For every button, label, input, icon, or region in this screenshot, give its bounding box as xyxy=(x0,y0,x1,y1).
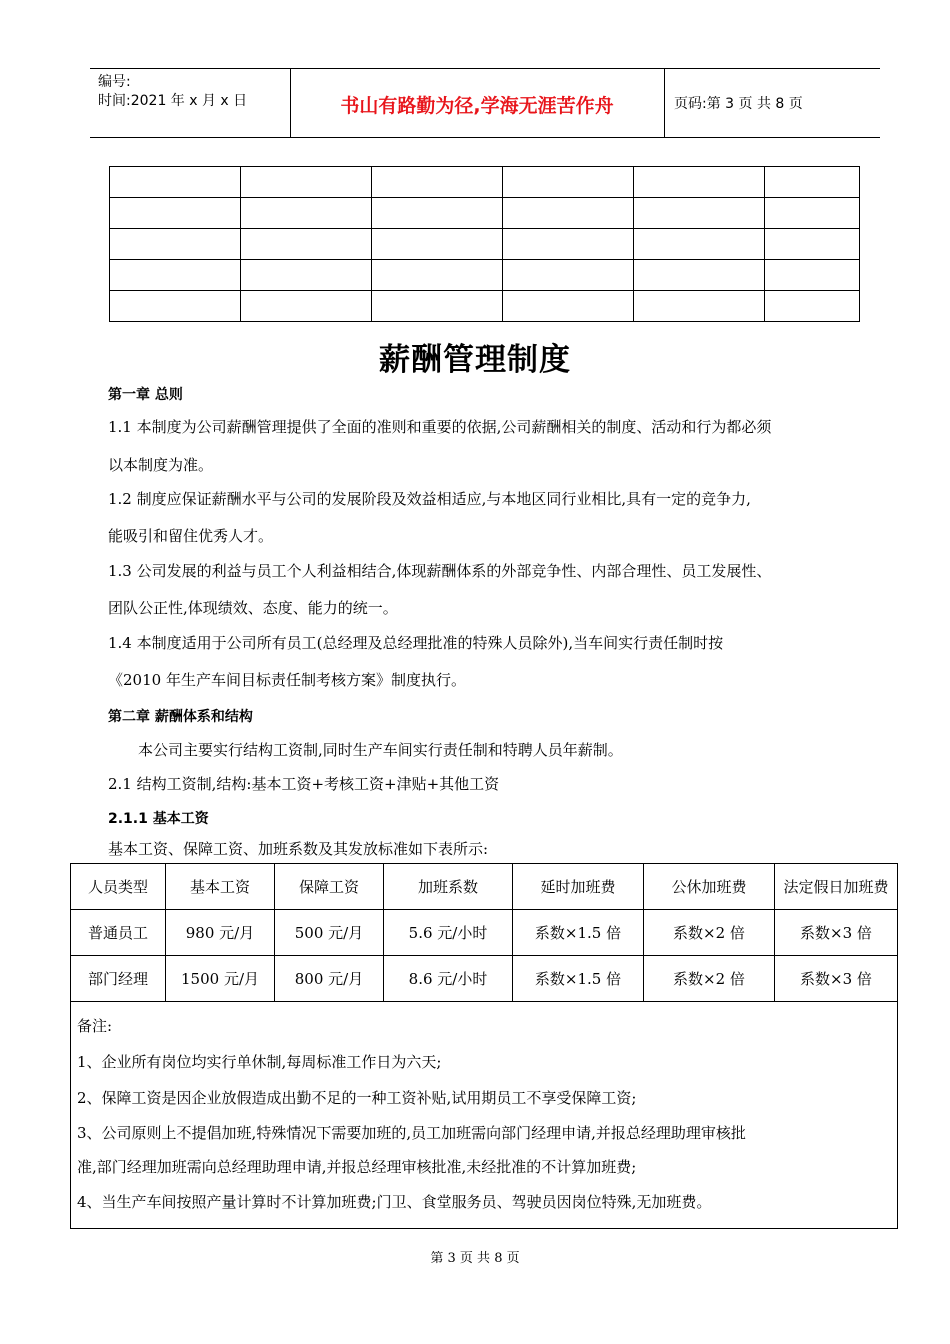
header-motto: 书山有路勤为径,学海无涯苦作舟 xyxy=(340,95,614,117)
table-row xyxy=(110,167,860,198)
paragraph-1-3-line-2: 团队公正性,体现绩效、态度、能力的统一。 xyxy=(108,599,398,617)
table-cell: 部门经理 xyxy=(71,956,166,1002)
table-row xyxy=(110,291,860,322)
column-header: 延时加班费 xyxy=(513,864,644,910)
table-cell: 系数×1.5 倍 xyxy=(513,956,644,1002)
table-cell: 系数×2 倍 xyxy=(644,956,775,1002)
chapter-2-intro: 本公司主要实行结构工资制,同时生产车间实行责任制和特聘人员年薪制。 xyxy=(138,741,623,759)
table-notes xyxy=(71,1002,898,1229)
table-cell: 系数×1.5 倍 xyxy=(513,910,644,956)
column-header: 法定假日加班费 xyxy=(775,864,898,910)
paragraph-1-1-line-2: 以本制度为准。 xyxy=(108,456,214,474)
column-header: 人员类型 xyxy=(71,864,166,910)
table-row xyxy=(110,198,860,229)
table-header-row xyxy=(71,864,898,910)
paragraph-2-1: 2.1 结构工资制,结构:基本工资+考核工资+津贴+其他工资 xyxy=(108,775,500,793)
column-header: 基本工资 xyxy=(166,864,275,910)
paragraph-1-1-line-1: 1.1 本制度为公司薪酬管理提供了全面的准则和重要的依据,公司薪酬相关的制度、活动和行为都必须 xyxy=(108,418,772,436)
paragraph-1-2-line-1: 1.2 制度应保证薪酬水平与公司的发展阶段及效益相适应,与本地区同行业相比,具有一定的竞争力, xyxy=(108,490,751,508)
document-title: 薪酬管理制度 xyxy=(379,342,571,378)
table-cell: 800 元/月 xyxy=(275,956,384,1002)
table-row xyxy=(71,910,898,956)
empty-grid-table xyxy=(109,166,860,322)
table-cell: 1500 元/月 xyxy=(166,956,275,1002)
table-cell: 980 元/月 xyxy=(166,910,275,956)
table-cell: 系数×3 倍 xyxy=(775,910,898,956)
note-3-line-1: 3、公司原则上不提倡加班,特殊情况下需要加班的,员工加班需向部门经理申请,并报总经理助理审核批 xyxy=(77,1124,746,1142)
doc-number-label: 编号: xyxy=(98,74,131,90)
table-row xyxy=(110,229,860,260)
table-cell: 系数×3 倍 xyxy=(775,956,898,1002)
paragraph-1-4-line-1: 1.4 本制度适用于公司所有员工(总经理及总经理批准的特殊人员除外),当车间实行责任制时按 xyxy=(108,634,724,652)
table-cell: 5.6 元/小时 xyxy=(384,910,513,956)
header-left xyxy=(98,73,247,111)
notes-title: 备注: xyxy=(77,1017,113,1035)
table-cell: 8.6 元/小时 xyxy=(384,956,513,1002)
note-1: 1、企业所有岗位均实行单休制,每周标准工作日为六天; xyxy=(77,1053,442,1071)
table-row xyxy=(110,260,860,291)
paragraph-1-4-line-2: 《2010 年生产车间目标责任制考核方案》制度执行。 xyxy=(108,671,466,689)
page-header xyxy=(90,68,880,138)
table-cell: 系数×2 倍 xyxy=(644,910,775,956)
column-header: 公休加班费 xyxy=(644,864,775,910)
section-2-1-1-heading: 2.1.1 基本工资 xyxy=(108,811,209,827)
doc-time-label: 时间:2021 年 x 月 x 日 xyxy=(98,93,248,109)
header-page-number: 页码:第 3 页 共 8 页 xyxy=(674,96,803,112)
note-2: 2、保障工资是因企业放假造成出勤不足的一种工资补贴,试用期员工不享受保障工资; xyxy=(77,1089,637,1107)
wage-standard-table xyxy=(70,863,898,1229)
note-4: 4、当生产车间按照产量计算时不计算加班费;门卫、食堂服务员、驾驶员因岗位特殊,无加班费。 xyxy=(77,1193,712,1211)
column-header: 保障工资 xyxy=(275,864,384,910)
header-divider xyxy=(664,69,665,137)
column-header: 加班系数 xyxy=(384,864,513,910)
table-notes-row xyxy=(71,1002,898,1229)
chapter-1-heading: 第一章 总则 xyxy=(108,387,183,403)
section-2-1-1-intro: 基本工资、保障工资、加班系数及其发放标准如下表所示: xyxy=(108,840,489,858)
paragraph-1-3-line-1: 1.3 公司发展的利益与员工个人利益相结合,体现薪酬体系的外部竞争性、内部合理性、员工发展性、 xyxy=(108,562,772,580)
note-3-line-2: 准,部门经理加班需向总经理助理申请,并报总经理审核批准,未经批准的不计算加班费; xyxy=(77,1158,637,1176)
paragraph-1-2-line-2: 能吸引和留住优秀人才。 xyxy=(108,527,274,545)
table-row xyxy=(71,956,898,1002)
table-cell: 500 元/月 xyxy=(275,910,384,956)
table-cell: 普通员工 xyxy=(71,910,166,956)
page-footer: 第 3 页 共 8 页 xyxy=(430,1251,520,1266)
chapter-2-heading: 第二章 薪酬体系和结构 xyxy=(108,709,253,725)
